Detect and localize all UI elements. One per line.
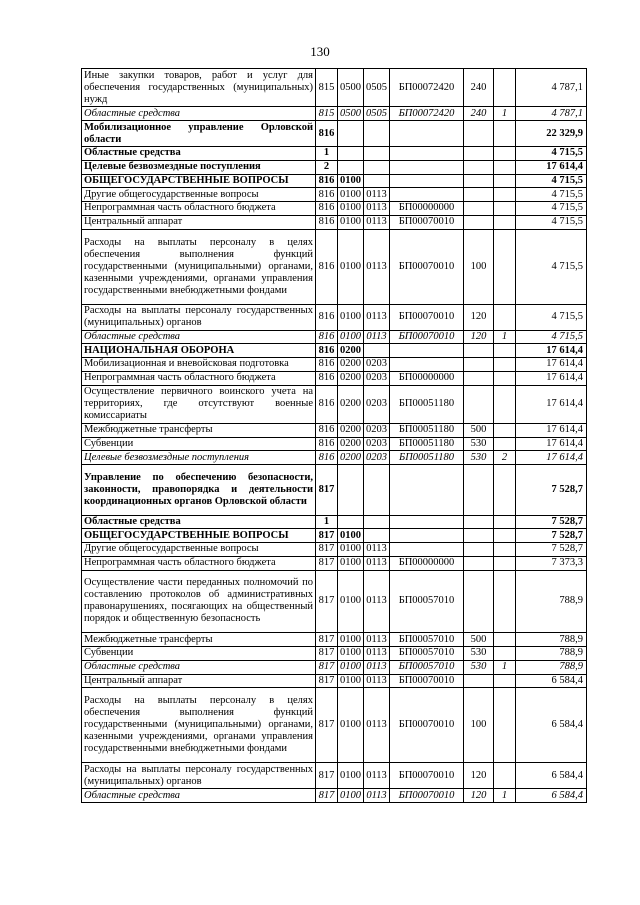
admin-code-cell: 817 xyxy=(316,674,338,688)
target-article-cell: БП00000000 xyxy=(390,371,464,385)
source-code-cell xyxy=(494,633,516,647)
admin-code-cell: 2 xyxy=(316,160,338,174)
admin-code-cell: 816 xyxy=(316,385,338,423)
expense-type-cell: 120 xyxy=(464,330,494,344)
target-article-cell: БП00070010 xyxy=(390,674,464,688)
row-name-cell: Осуществление первичного воинского учета на территориях, где отсутствуют военные комиссариаты xyxy=(82,385,316,423)
table-row xyxy=(82,660,587,674)
expense-type-cell xyxy=(464,202,494,216)
target-article-cell: БП00072420 xyxy=(390,107,464,121)
target-article-cell: БП00070010 xyxy=(390,763,464,789)
target-article-cell: БП00070010 xyxy=(390,789,464,803)
section-code-cell: 0100 xyxy=(338,529,364,543)
subsection-code-cell: 0113 xyxy=(364,188,390,202)
target-article-cell: БП00051180 xyxy=(390,451,464,465)
budget-table-body xyxy=(82,69,587,803)
source-code-cell xyxy=(494,358,516,372)
table-row xyxy=(82,451,587,465)
subsection-code-cell: 0113 xyxy=(364,304,390,330)
section-code-cell: 0200 xyxy=(338,451,364,465)
amount-cell: 7 528,7 xyxy=(516,529,587,543)
amount-cell: 6 584,4 xyxy=(516,688,587,763)
target-article-cell: БП00070010 xyxy=(390,330,464,344)
row-name-cell: Мобилизационная и вневойсковая подготовка xyxy=(82,358,316,372)
section-code-cell: 0100 xyxy=(338,330,364,344)
expense-type-cell xyxy=(464,385,494,423)
target-article-cell: БП00072420 xyxy=(390,69,464,107)
row-name-cell: НАЦИОНАЛЬНАЯ ОБОРОНА xyxy=(82,344,316,358)
section-code-cell: 0500 xyxy=(338,107,364,121)
section-code-cell xyxy=(338,465,364,516)
admin-code-cell: 817 xyxy=(316,688,338,763)
admin-code-cell: 816 xyxy=(316,330,338,344)
target-article-cell xyxy=(390,147,464,161)
subsection-code-cell xyxy=(364,465,390,516)
expense-type-cell: 100 xyxy=(464,229,494,304)
expense-type-cell xyxy=(464,121,494,147)
admin-code-cell: 816 xyxy=(316,202,338,216)
expense-type-cell xyxy=(464,543,494,557)
expense-type-cell xyxy=(464,556,494,570)
section-code-cell xyxy=(338,147,364,161)
admin-code-cell: 817 xyxy=(316,529,338,543)
section-code-cell: 0500 xyxy=(338,69,364,107)
amount-cell: 7 373,3 xyxy=(516,556,587,570)
section-code-cell: 0200 xyxy=(338,423,364,437)
table-row xyxy=(82,344,587,358)
amount-cell: 4 715,5 xyxy=(516,202,587,216)
target-article-cell xyxy=(390,121,464,147)
target-article-cell: БП00070010 xyxy=(390,304,464,330)
expense-type-cell: 530 xyxy=(464,451,494,465)
expense-type-cell: 240 xyxy=(464,107,494,121)
target-article-cell xyxy=(390,529,464,543)
expense-type-cell xyxy=(464,515,494,529)
expense-type-cell: 100 xyxy=(464,688,494,763)
row-name-cell: Центральный аппарат xyxy=(82,215,316,229)
source-code-cell xyxy=(494,344,516,358)
subsection-code-cell: 0113 xyxy=(364,330,390,344)
table-row xyxy=(82,121,587,147)
expense-type-cell xyxy=(464,147,494,161)
subsection-code-cell xyxy=(364,160,390,174)
section-code-cell: 0100 xyxy=(338,570,364,633)
target-article-cell: БП00000000 xyxy=(390,556,464,570)
expense-type-cell xyxy=(464,570,494,633)
expense-type-cell xyxy=(464,529,494,543)
expense-type-cell: 120 xyxy=(464,304,494,330)
expense-type-cell: 120 xyxy=(464,789,494,803)
admin-code-cell: 816 xyxy=(316,423,338,437)
amount-cell: 4 715,5 xyxy=(516,215,587,229)
row-name-cell: Целевые безвозмездные поступления xyxy=(82,451,316,465)
target-article-cell: БП00057010 xyxy=(390,660,464,674)
amount-cell: 17 614,4 xyxy=(516,437,587,451)
source-code-cell xyxy=(494,437,516,451)
source-code-cell xyxy=(494,371,516,385)
amount-cell: 17 614,4 xyxy=(516,371,587,385)
target-article-cell: БП00057010 xyxy=(390,633,464,647)
admin-code-cell: 816 xyxy=(316,229,338,304)
expense-type-cell: 530 xyxy=(464,647,494,661)
target-article-cell xyxy=(390,160,464,174)
amount-cell: 17 614,4 xyxy=(516,451,587,465)
budget-table xyxy=(81,68,587,803)
row-name-cell: Другие общегосударственные вопросы xyxy=(82,543,316,557)
expense-type-cell xyxy=(464,215,494,229)
amount-cell: 4 715,5 xyxy=(516,174,587,188)
admin-code-cell: 816 xyxy=(316,451,338,465)
table-row xyxy=(82,763,587,789)
source-code-cell: 2 xyxy=(494,451,516,465)
table-row xyxy=(82,543,587,557)
subsection-code-cell: 0113 xyxy=(364,660,390,674)
amount-cell: 6 584,4 xyxy=(516,763,587,789)
section-code-cell: 0100 xyxy=(338,215,364,229)
target-article-cell xyxy=(390,174,464,188)
subsection-code-cell: 0203 xyxy=(364,371,390,385)
section-code-cell: 0100 xyxy=(338,789,364,803)
row-name-cell: Расходы на выплаты персоналу государственных (муниципальных) органов xyxy=(82,304,316,330)
table-row xyxy=(82,330,587,344)
table-row xyxy=(82,570,587,633)
admin-code-cell: 816 xyxy=(316,188,338,202)
table-row xyxy=(82,229,587,304)
expense-type-cell: 500 xyxy=(464,423,494,437)
table-row xyxy=(82,371,587,385)
amount-cell: 4 715,5 xyxy=(516,188,587,202)
amount-cell: 788,9 xyxy=(516,660,587,674)
section-code-cell: 0100 xyxy=(338,674,364,688)
section-code-cell xyxy=(338,121,364,147)
source-code-cell: 1 xyxy=(494,330,516,344)
target-article-cell: БП00070010 xyxy=(390,229,464,304)
row-name-cell: Управление по обеспечению безопасности, законности, правопорядка и деятельности координационных органов Орловской области xyxy=(82,465,316,516)
expense-type-cell xyxy=(464,674,494,688)
source-code-cell xyxy=(494,423,516,437)
subsection-code-cell xyxy=(364,121,390,147)
admin-code-cell: 816 xyxy=(316,174,338,188)
table-row xyxy=(82,437,587,451)
section-code-cell: 0200 xyxy=(338,437,364,451)
section-code-cell: 0200 xyxy=(338,385,364,423)
target-article-cell xyxy=(390,543,464,557)
section-code-cell xyxy=(338,160,364,174)
table-row xyxy=(82,107,587,121)
table-row xyxy=(82,423,587,437)
table-row xyxy=(82,202,587,216)
table-row xyxy=(82,674,587,688)
row-name-cell: Иные закупки товаров, работ и услуг для обеспечения государственных (муниципальных) нужд xyxy=(82,69,316,107)
target-article-cell xyxy=(390,515,464,529)
source-code-cell: 1 xyxy=(494,107,516,121)
subsection-code-cell: 0113 xyxy=(364,556,390,570)
expense-type-cell: 240 xyxy=(464,69,494,107)
amount-cell: 788,9 xyxy=(516,570,587,633)
source-code-cell xyxy=(494,160,516,174)
row-name-cell: Межбюджетные трансферты xyxy=(82,423,316,437)
source-code-cell xyxy=(494,174,516,188)
subsection-code-cell: 0113 xyxy=(364,789,390,803)
section-code-cell: 0200 xyxy=(338,358,364,372)
subsection-code-cell: 0113 xyxy=(364,763,390,789)
section-code-cell: 0100 xyxy=(338,660,364,674)
row-name-cell: Областные средства xyxy=(82,660,316,674)
table-row xyxy=(82,529,587,543)
source-code-cell xyxy=(494,688,516,763)
amount-cell: 7 528,7 xyxy=(516,465,587,516)
expense-type-cell xyxy=(464,344,494,358)
row-name-cell: Межбюджетные трансферты xyxy=(82,633,316,647)
table-row xyxy=(82,556,587,570)
source-code-cell xyxy=(494,556,516,570)
amount-cell: 4 787,1 xyxy=(516,107,587,121)
expense-type-cell: 120 xyxy=(464,763,494,789)
subsection-code-cell xyxy=(364,344,390,358)
target-article-cell: БП00070010 xyxy=(390,215,464,229)
source-code-cell xyxy=(494,385,516,423)
amount-cell: 17 614,4 xyxy=(516,344,587,358)
expense-type-cell: 530 xyxy=(464,437,494,451)
amount-cell: 4 715,5 xyxy=(516,304,587,330)
row-name-cell: Расходы на выплаты персоналу в целях обеспечения выполнения функций государственными (муниципальными) органами, казенными учреждениями, органами управления государственными внебюджетными фондами xyxy=(82,229,316,304)
expense-type-cell: 500 xyxy=(464,633,494,647)
subsection-code-cell: 0203 xyxy=(364,437,390,451)
subsection-code-cell: 0203 xyxy=(364,423,390,437)
subsection-code-cell: 0113 xyxy=(364,229,390,304)
row-name-cell: Непрограммная часть областного бюджета xyxy=(82,202,316,216)
subsection-code-cell xyxy=(364,147,390,161)
row-name-cell: Непрограммная часть областного бюджета xyxy=(82,371,316,385)
table-row xyxy=(82,647,587,661)
table-row xyxy=(82,69,587,107)
target-article-cell: БП00051180 xyxy=(390,423,464,437)
table-row xyxy=(82,789,587,803)
admin-code-cell: 816 xyxy=(316,437,338,451)
table-row xyxy=(82,160,587,174)
admin-code-cell: 1 xyxy=(316,515,338,529)
admin-code-cell: 816 xyxy=(316,215,338,229)
target-article-cell: БП00057010 xyxy=(390,570,464,633)
source-code-cell xyxy=(494,763,516,789)
source-code-cell xyxy=(494,121,516,147)
row-name-cell: Областные средства xyxy=(82,789,316,803)
section-code-cell: 0100 xyxy=(338,556,364,570)
subsection-code-cell: 0505 xyxy=(364,107,390,121)
amount-cell: 6 584,4 xyxy=(516,674,587,688)
table-row xyxy=(82,633,587,647)
section-code-cell: 0100 xyxy=(338,174,364,188)
subsection-code-cell: 0113 xyxy=(364,674,390,688)
row-name-cell: ОБЩЕГОСУДАРСТВЕННЫЕ ВОПРОСЫ xyxy=(82,174,316,188)
row-name-cell: Областные средства xyxy=(82,330,316,344)
row-name-cell: Центральный аппарат xyxy=(82,674,316,688)
row-name-cell: ОБЩЕГОСУДАРСТВЕННЫЕ ВОПРОСЫ xyxy=(82,529,316,543)
amount-cell: 17 614,4 xyxy=(516,160,587,174)
target-article-cell: БП00051180 xyxy=(390,385,464,423)
row-name-cell: Осуществление части переданных полномочий по составлению протоколов об административных правонарушениях, посягающих на общественный порядок и общественную безопасность xyxy=(82,570,316,633)
amount-cell: 4 715,5 xyxy=(516,147,587,161)
source-code-cell xyxy=(494,147,516,161)
amount-cell: 4 715,5 xyxy=(516,330,587,344)
source-code-cell xyxy=(494,202,516,216)
expense-type-cell xyxy=(464,188,494,202)
admin-code-cell: 1 xyxy=(316,147,338,161)
admin-code-cell: 817 xyxy=(316,660,338,674)
row-name-cell: Другие общегосударственные вопросы xyxy=(82,188,316,202)
admin-code-cell: 816 xyxy=(316,304,338,330)
amount-cell: 6 584,4 xyxy=(516,789,587,803)
section-code-cell: 0100 xyxy=(338,688,364,763)
row-name-cell: Расходы на выплаты персоналу государственных (муниципальных) органов xyxy=(82,763,316,789)
admin-code-cell: 816 xyxy=(316,371,338,385)
expense-type-cell xyxy=(464,371,494,385)
section-code-cell: 0100 xyxy=(338,633,364,647)
section-code-cell: 0100 xyxy=(338,647,364,661)
admin-code-cell: 816 xyxy=(316,121,338,147)
row-name-cell: Областные средства xyxy=(82,107,316,121)
table-row xyxy=(82,385,587,423)
amount-cell: 4 787,1 xyxy=(516,69,587,107)
amount-cell: 17 614,4 xyxy=(516,385,587,423)
row-name-cell: Областные средства xyxy=(82,147,316,161)
subsection-code-cell: 0113 xyxy=(364,570,390,633)
source-code-cell xyxy=(494,674,516,688)
admin-code-cell: 816 xyxy=(316,358,338,372)
expense-type-cell xyxy=(464,160,494,174)
subsection-code-cell: 0203 xyxy=(364,358,390,372)
expense-type-cell xyxy=(464,465,494,516)
source-code-cell xyxy=(494,304,516,330)
section-code-cell: 0100 xyxy=(338,304,364,330)
source-code-cell xyxy=(494,215,516,229)
section-code-cell xyxy=(338,515,364,529)
source-code-cell xyxy=(494,543,516,557)
subsection-code-cell xyxy=(364,174,390,188)
expense-type-cell xyxy=(464,358,494,372)
section-code-cell: 0100 xyxy=(338,229,364,304)
table-row xyxy=(82,515,587,529)
target-article-cell: БП00057010 xyxy=(390,647,464,661)
source-code-cell xyxy=(494,647,516,661)
admin-code-cell: 817 xyxy=(316,465,338,516)
subsection-code-cell xyxy=(364,515,390,529)
admin-code-cell: 817 xyxy=(316,789,338,803)
admin-code-cell: 817 xyxy=(316,763,338,789)
target-article-cell xyxy=(390,465,464,516)
section-code-cell: 0100 xyxy=(338,763,364,789)
section-code-cell: 0200 xyxy=(338,371,364,385)
row-name-cell: Областные средства xyxy=(82,515,316,529)
row-name-cell: Мобилизационное управление Орловской области xyxy=(82,121,316,147)
subsection-code-cell: 0113 xyxy=(364,633,390,647)
admin-code-cell: 816 xyxy=(316,344,338,358)
admin-code-cell: 817 xyxy=(316,556,338,570)
admin-code-cell: 817 xyxy=(316,543,338,557)
section-code-cell: 0100 xyxy=(338,202,364,216)
amount-cell: 22 329,9 xyxy=(516,121,587,147)
section-code-cell: 0200 xyxy=(338,344,364,358)
admin-code-cell: 815 xyxy=(316,69,338,107)
table-row xyxy=(82,304,587,330)
source-code-cell xyxy=(494,515,516,529)
target-article-cell xyxy=(390,188,464,202)
amount-cell: 17 614,4 xyxy=(516,423,587,437)
admin-code-cell: 817 xyxy=(316,647,338,661)
table-row xyxy=(82,215,587,229)
subsection-code-cell: 0113 xyxy=(364,202,390,216)
admin-code-cell: 815 xyxy=(316,107,338,121)
expense-type-cell xyxy=(464,174,494,188)
admin-code-cell: 817 xyxy=(316,570,338,633)
source-code-cell xyxy=(494,188,516,202)
target-article-cell xyxy=(390,358,464,372)
amount-cell: 7 528,7 xyxy=(516,515,587,529)
target-article-cell: БП00000000 xyxy=(390,202,464,216)
admin-code-cell: 817 xyxy=(316,633,338,647)
source-code-cell xyxy=(494,570,516,633)
subsection-code-cell: 0113 xyxy=(364,647,390,661)
target-article-cell xyxy=(390,344,464,358)
row-name-cell: Субвенции xyxy=(82,437,316,451)
source-code-cell xyxy=(494,465,516,516)
subsection-code-cell: 0113 xyxy=(364,688,390,763)
table-row xyxy=(82,147,587,161)
amount-cell: 7 528,7 xyxy=(516,543,587,557)
section-code-cell: 0100 xyxy=(338,543,364,557)
page-number: 130 xyxy=(310,44,330,59)
amount-cell: 788,9 xyxy=(516,633,587,647)
amount-cell: 4 715,5 xyxy=(516,229,587,304)
table-row xyxy=(82,188,587,202)
source-code-cell xyxy=(494,529,516,543)
row-name-cell: Целевые безвозмездные поступления xyxy=(82,160,316,174)
subsection-code-cell: 0203 xyxy=(364,451,390,465)
source-code-cell xyxy=(494,229,516,304)
subsection-code-cell xyxy=(364,529,390,543)
subsection-code-cell: 0113 xyxy=(364,543,390,557)
subsection-code-cell: 0505 xyxy=(364,69,390,107)
amount-cell: 788,9 xyxy=(516,647,587,661)
table-row xyxy=(82,465,587,516)
amount-cell: 17 614,4 xyxy=(516,358,587,372)
target-article-cell: БП00070010 xyxy=(390,688,464,763)
expense-type-cell: 530 xyxy=(464,660,494,674)
table-row xyxy=(82,358,587,372)
row-name-cell: Расходы на выплаты персоналу в целях обеспечения выполнения функций государственными (муниципальными) органами, казенными учреждениями, органами управления государственными внебюджетными фондами xyxy=(82,688,316,763)
row-name-cell: Субвенции xyxy=(82,647,316,661)
source-code-cell xyxy=(494,69,516,107)
source-code-cell: 1 xyxy=(494,789,516,803)
source-code-cell: 1 xyxy=(494,660,516,674)
target-article-cell: БП00051180 xyxy=(390,437,464,451)
subsection-code-cell: 0113 xyxy=(364,215,390,229)
table-row xyxy=(82,688,587,763)
subsection-code-cell: 0203 xyxy=(364,385,390,423)
section-code-cell: 0100 xyxy=(338,188,364,202)
table-row xyxy=(82,174,587,188)
row-name-cell: Непрограммная часть областного бюджета xyxy=(82,556,316,570)
